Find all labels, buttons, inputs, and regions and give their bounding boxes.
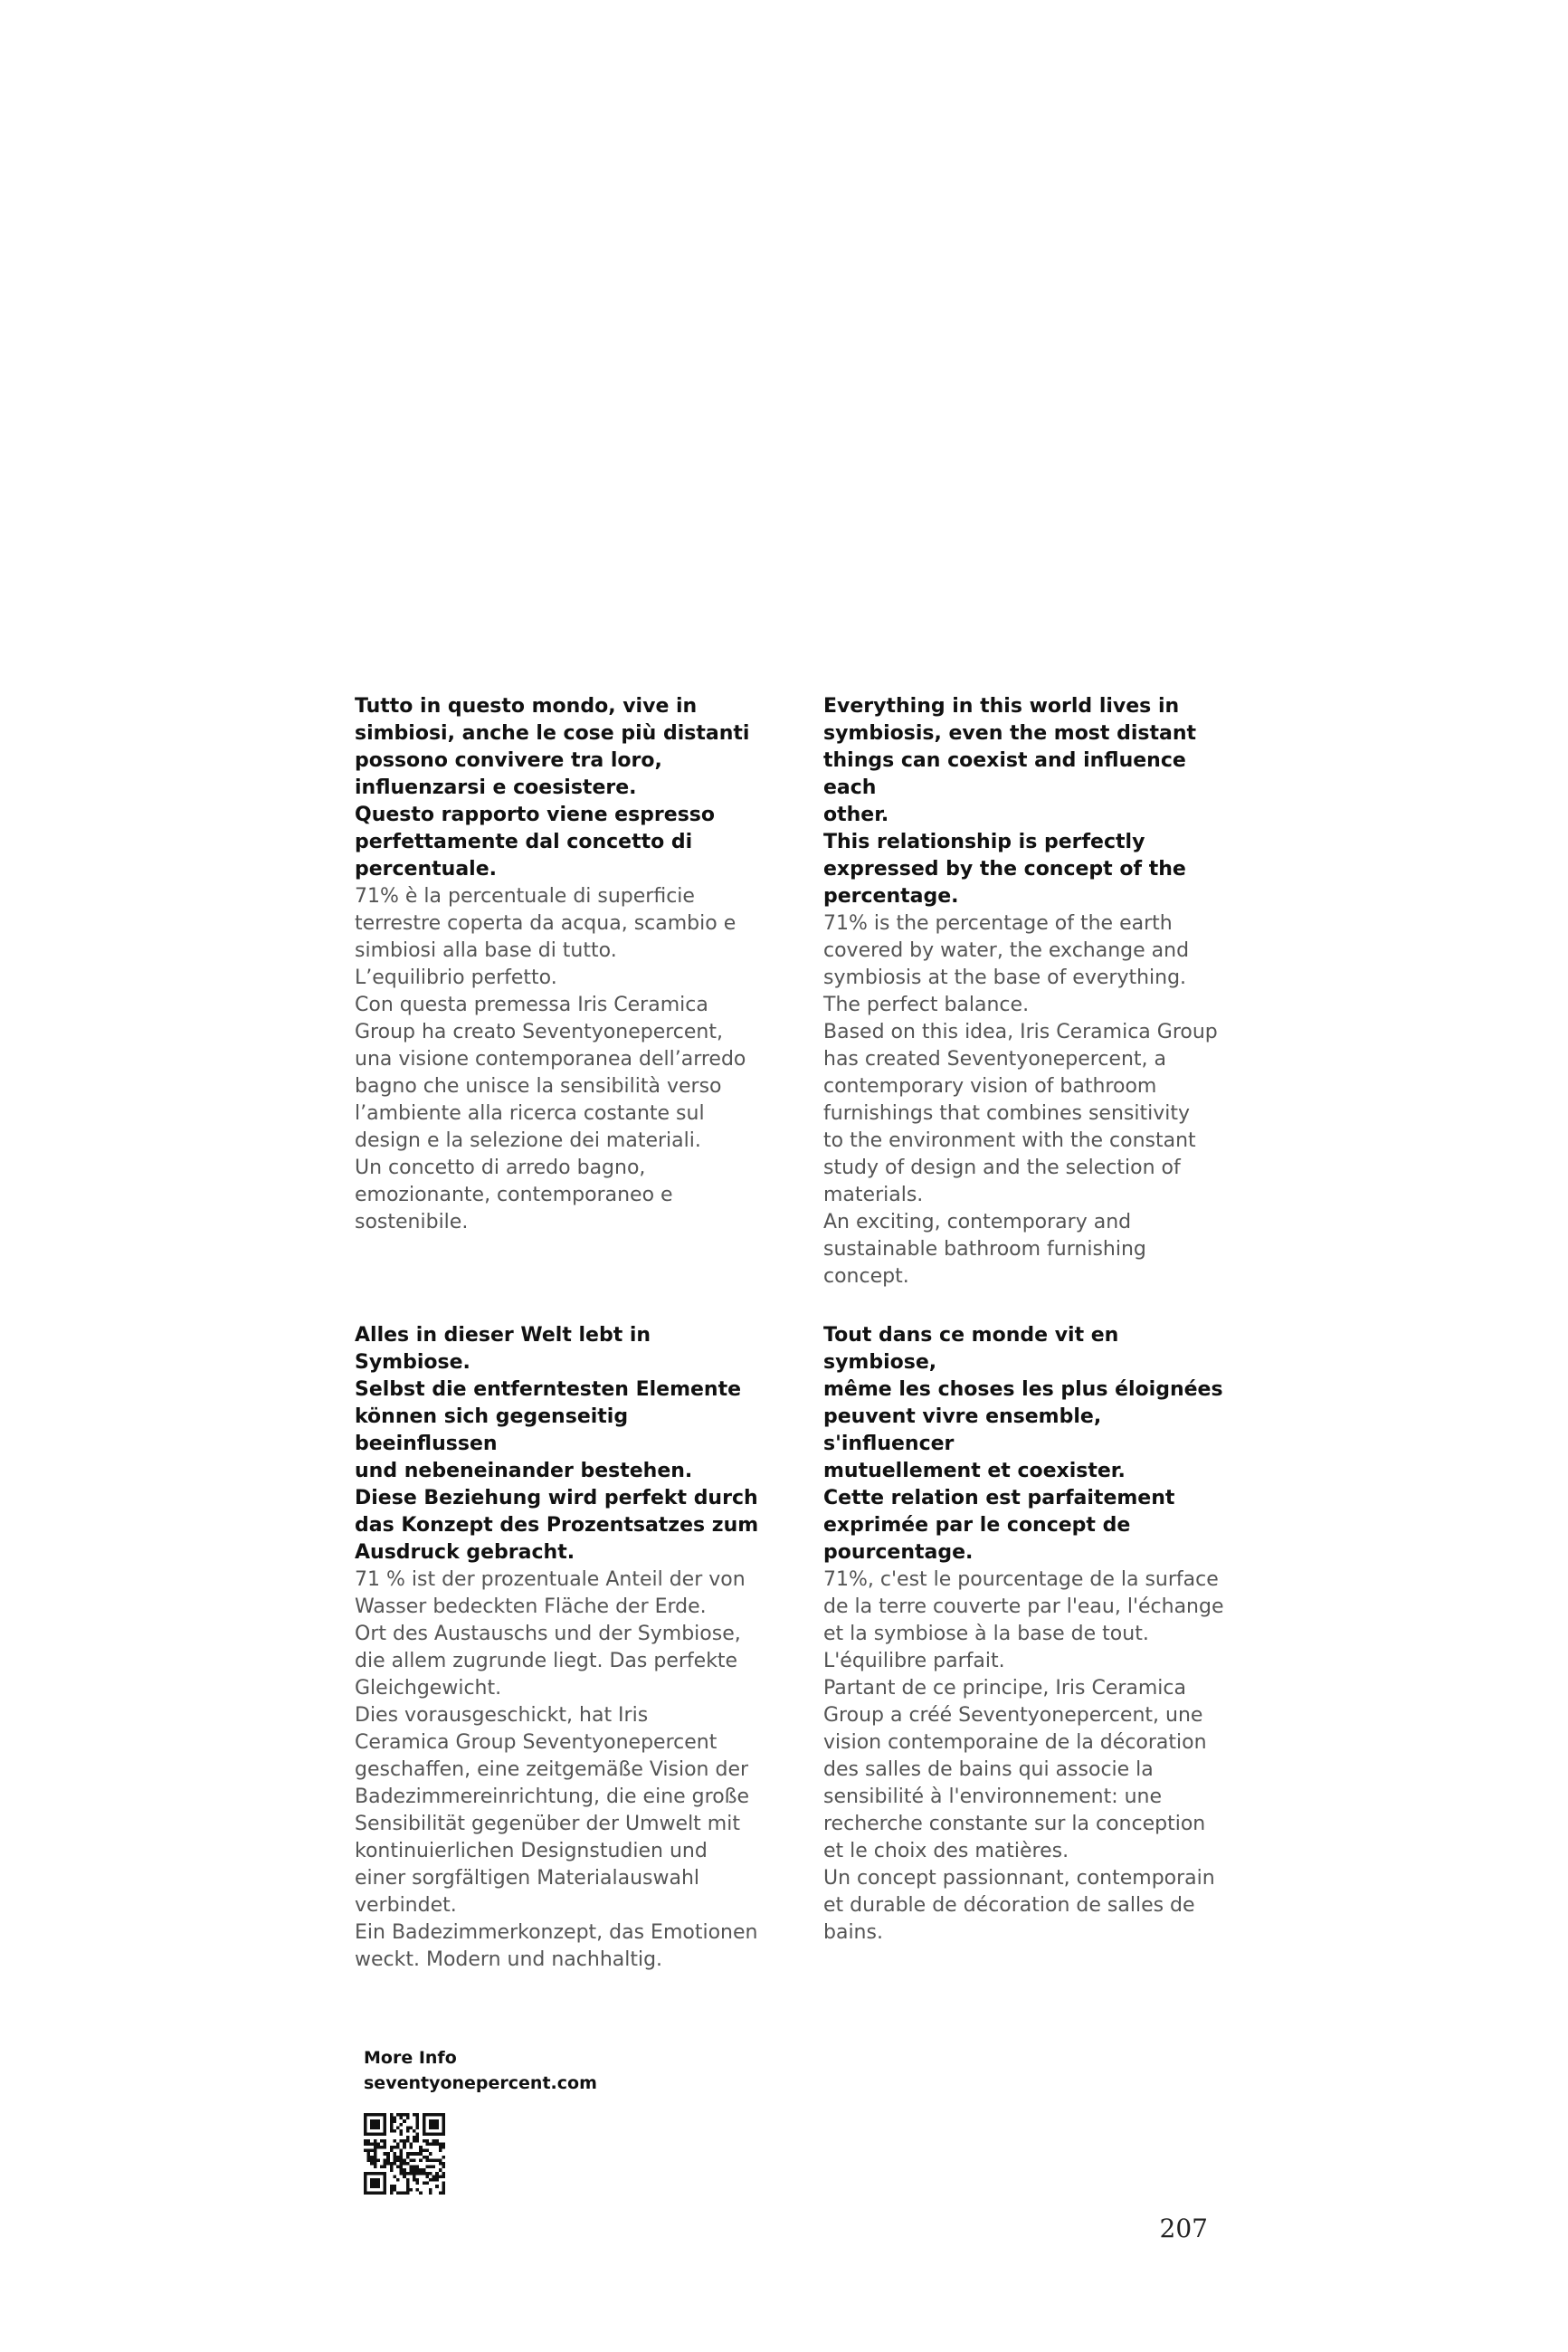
lead-text-fr: [823, 1322, 1231, 1566]
lead-line: Tout dans ce monde vit en symbiose,: [823, 1324, 1119, 1374]
qr-code-icon[interactable]: [364, 2113, 445, 2195]
body-text-fr: [823, 1566, 1231, 1947]
lead-line: das Konzept des Prozentsatzes zum: [355, 1514, 759, 1537]
lead-line: pourcentage.: [823, 1541, 974, 1564]
body-line: una visione contemporanea dell’arredo: [355, 1048, 746, 1071]
body-line: 71 % ist der prozentuale Anteil der von: [355, 1568, 746, 1591]
lead-line: können sich gegenseitig beeinflussen: [355, 1405, 629, 1455]
body-line: covered by water, the exchange and: [823, 939, 1190, 962]
lead-line: Selbst die entferntesten Elemente: [355, 1378, 742, 1401]
section-italian: [355, 693, 762, 1236]
body-line: concept.: [823, 1265, 909, 1288]
lead-line: Alles in dieser Welt lebt in Symbiose.: [355, 1324, 651, 1374]
body-line: contemporary vision of bathroom: [823, 1075, 1157, 1098]
lead-line: influenzarsi e coesistere.: [355, 776, 637, 799]
lead-line: possono convivere tra loro,: [355, 749, 662, 772]
body-line: Ceramica Group Seventyonepercent: [355, 1731, 717, 1754]
body-line: recherche constante sur la conception: [823, 1813, 1206, 1835]
body-line: verbindet.: [355, 1894, 457, 1917]
body-line: simbiosi alla base di tutto.: [355, 939, 617, 962]
lead-line: exprimée par le concept de: [823, 1514, 1131, 1537]
body-line: vision contemporaine de la décoration: [823, 1731, 1207, 1754]
lead-line: simbiosi, anche le cose più distanti: [355, 722, 750, 745]
lead-line: This relationship is perfectly: [823, 831, 1145, 853]
body-line: Ein Badezimmerkonzept, das Emotionen: [355, 1921, 758, 1944]
body-line: sensibilité à l'environnement: une: [823, 1785, 1163, 1808]
lead-text-it: [355, 693, 762, 883]
body-line: Un concetto di arredo bagno,: [355, 1157, 646, 1179]
section-french: [823, 1322, 1231, 1947]
lead-line: percentuale.: [355, 858, 497, 881]
body-line: Sensibilität gegenüber der Umwelt mit: [355, 1813, 740, 1835]
lead-line: Ausdruck gebracht.: [355, 1541, 575, 1564]
body-line: L’equilibrio perfetto.: [355, 967, 557, 989]
body-line: et durable de décoration de salles de: [823, 1894, 1195, 1917]
body-line: furnishings that combines sensitivity: [823, 1102, 1190, 1125]
more-info-link[interactable]: seventyonepercent.com: [364, 2073, 597, 2093]
body-line: einer sorgfältigen Materialauswahl: [355, 1867, 700, 1890]
page-number: 207: [1159, 2214, 1208, 2243]
body-line: symbiosis at the base of everything.: [823, 967, 1187, 989]
section-english: [823, 693, 1231, 1290]
body-line: Wasser bedeckten Fläche der Erde.: [355, 1595, 707, 1618]
lead-line: Questo rapporto viene espresso: [355, 804, 715, 826]
body-line: Ort des Austauschs und der Symbiose,: [355, 1623, 741, 1645]
more-info-label: More Info: [364, 2048, 457, 2068]
body-line: et le choix des matières.: [823, 1840, 1069, 1862]
body-line: die allem zugrunde liegt. Das perfekte: [355, 1650, 738, 1672]
lead-line: peuvent vivre ensemble, s'influencer: [823, 1405, 1102, 1455]
lead-line: Cette relation est parfaitement: [823, 1487, 1175, 1509]
body-line: l’ambiente alla ricerca costante sul: [355, 1102, 705, 1125]
lead-line: Everything in this world lives in: [823, 695, 1180, 718]
lead-line: percentage.: [823, 885, 959, 908]
body-line: design e la selezione dei materiali.: [355, 1129, 701, 1152]
body-line: 71% is the percentage of the earth: [823, 912, 1173, 935]
body-line: Partant de ce principe, Iris Ceramica: [823, 1677, 1186, 1700]
lead-line: und nebeneinander bestehen.: [355, 1460, 693, 1482]
body-text-de: [355, 1566, 762, 1974]
lead-line: expressed by the concept of the: [823, 858, 1186, 881]
body-line: terrestre coperta da acqua, scambio e: [355, 912, 736, 935]
body-line: L'équilibre parfait.: [823, 1650, 1005, 1672]
lead-line: même les choses les plus éloignées: [823, 1378, 1223, 1401]
body-line: sostenibile.: [355, 1211, 469, 1233]
body-line: geschaffen, eine zeitgemäße Vision der: [355, 1758, 749, 1781]
body-line: Group ha creato Seventyonepercent,: [355, 1021, 723, 1043]
body-line: Based on this idea, Iris Ceramica Group: [823, 1021, 1218, 1043]
body-line: kontinuierlichen Designstudien und: [355, 1840, 708, 1862]
body-line: An exciting, contemporary and: [823, 1211, 1132, 1233]
body-line: sustainable bathroom furnishing: [823, 1238, 1146, 1261]
lead-line: symbiosis, even the most distant: [823, 722, 1197, 745]
body-line: study of design and the selection of: [823, 1157, 1181, 1179]
lead-line: Diese Beziehung wird perfekt durch: [355, 1487, 758, 1509]
body-line: Gleichgewicht.: [355, 1677, 502, 1700]
body-line: des salles de bains qui associe la: [823, 1758, 1154, 1781]
body-line: de la terre couverte par l'eau, l'échange: [823, 1595, 1224, 1618]
body-line: The perfect balance.: [823, 994, 1030, 1016]
body-line: 71% è la percentuale di superficie: [355, 885, 695, 908]
lead-line: other.: [823, 804, 889, 826]
body-line: 71%, c'est le pourcentage de la surface: [823, 1568, 1219, 1591]
body-text-en: [823, 910, 1231, 1290]
body-line: Dies vorausgeschickt, hat Iris: [355, 1704, 649, 1727]
body-line: has created Seventyonepercent, a: [823, 1048, 1166, 1071]
body-line: to the environment with the constant: [823, 1129, 1196, 1152]
body-line: Un concept passionnant, contemporain: [823, 1867, 1215, 1890]
body-line: et la symbiose à la base de tout.: [823, 1623, 1149, 1645]
lead-line: mutuellement et coexister.: [823, 1460, 1126, 1482]
body-line: bains.: [823, 1921, 883, 1944]
body-line: emozionante, contemporaneo e: [355, 1184, 673, 1206]
body-line: materials.: [823, 1184, 924, 1206]
lead-text-de: [355, 1322, 762, 1566]
body-line: bagno che unisce la sensibilità verso: [355, 1075, 722, 1098]
lead-line: perfettamente dal concetto di: [355, 831, 693, 853]
body-line: Badezimmereinrichtung, die eine große: [355, 1785, 750, 1808]
body-line: Group a créé Seventyonepercent, une: [823, 1704, 1203, 1727]
more-info-block: [364, 2045, 597, 2096]
lead-text-en: [823, 693, 1231, 910]
body-line: Con questa premessa Iris Ceramica: [355, 994, 708, 1016]
lead-line: Tutto in questo mondo, vive in: [355, 695, 698, 718]
lead-line: things can coexist and influence each: [823, 749, 1186, 799]
section-german: [355, 1322, 762, 1974]
body-line: weckt. Modern und nachhaltig.: [355, 1948, 663, 1971]
body-text-it: [355, 883, 762, 1236]
